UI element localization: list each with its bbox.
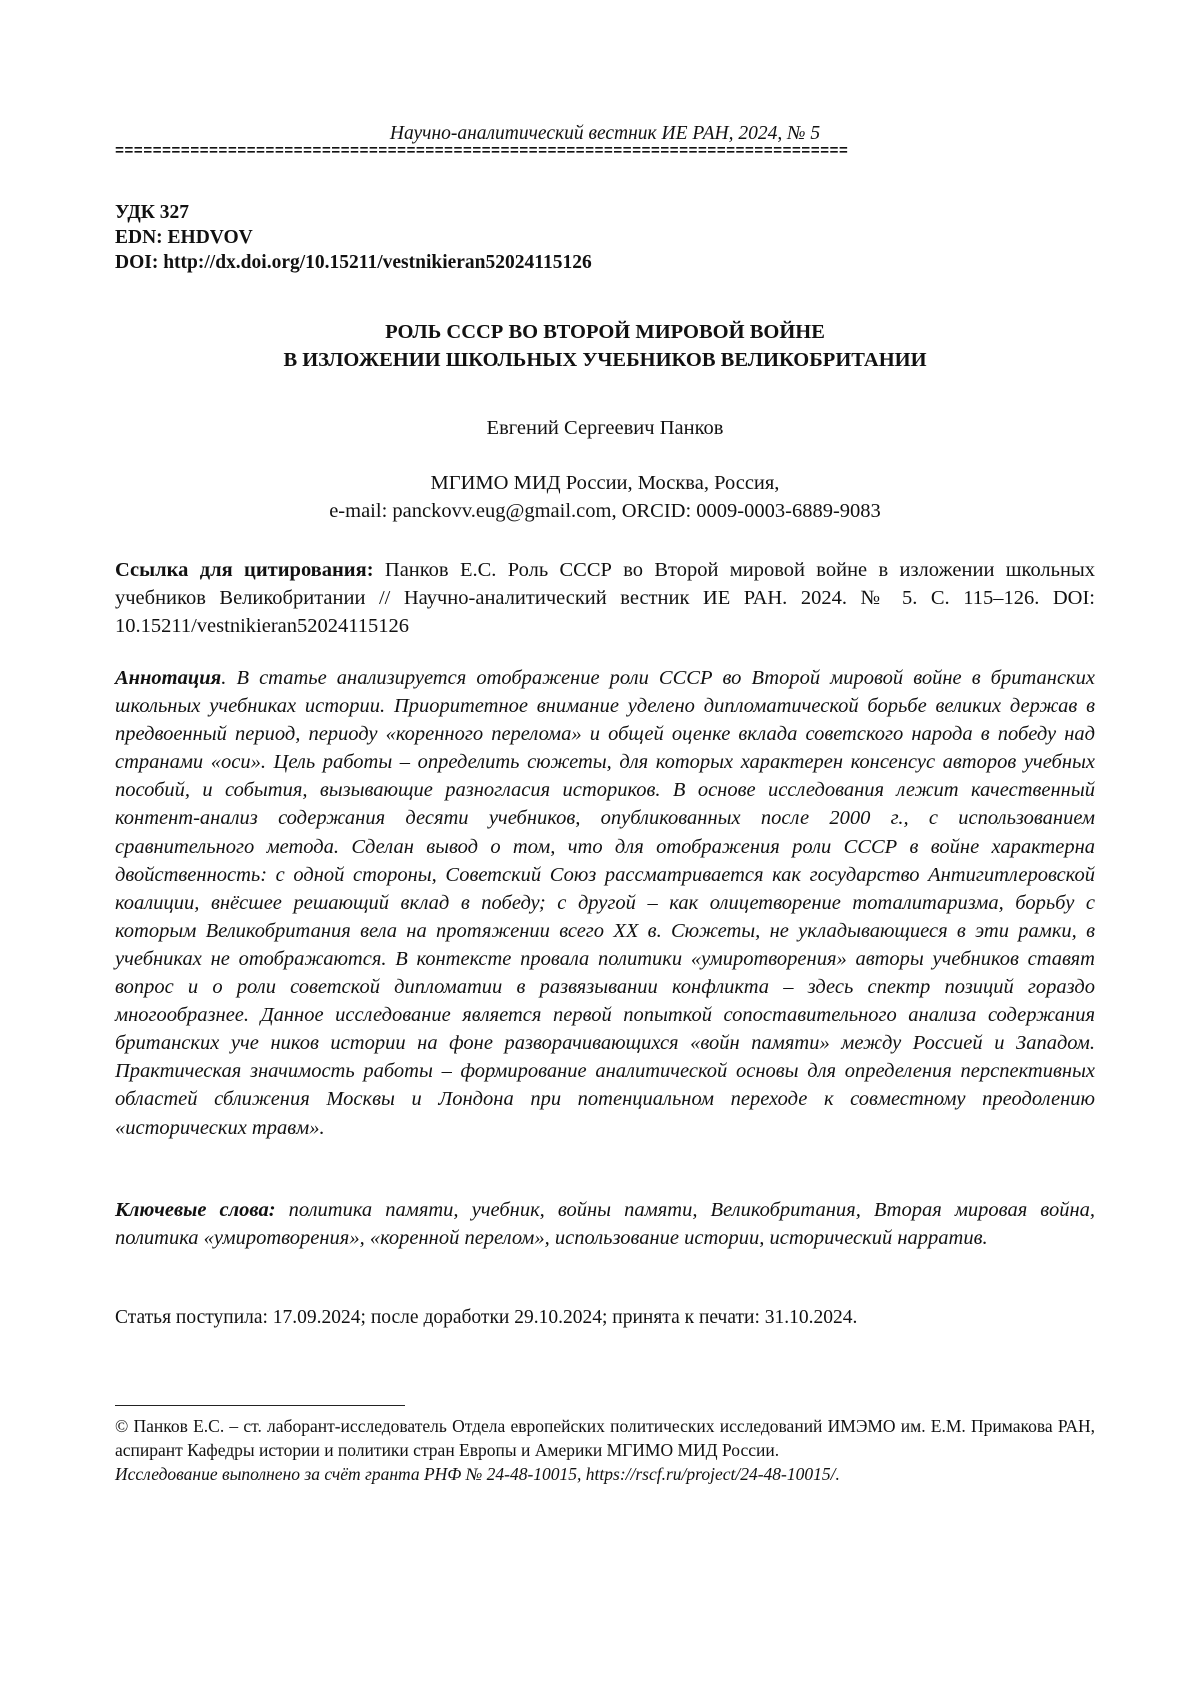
title-line-1: РОЛЬ СССР ВО ВТОРОЙ МИРОВОЙ ВОЙНЕ (385, 321, 825, 343)
running-head: Научно-аналитический вестник ИЕ РАН, 2024, № 5 (389, 123, 821, 144)
author-affiliation: МГИМО МИД России, Москва, Россия, (430, 472, 780, 494)
abstract (115, 664, 1095, 1142)
citation-text: Панков Е.С. Роль СССР во Второй мировой войне в изложении школьных учебников Великобритании // Научно-аналитический вестник ИЕ РАН. 2024. № 5. С. 115–126. DOI: 10.15211/vestnikieran52024115126 (115, 559, 1096, 637)
footnote-divider (115, 1405, 405, 1406)
title-line-2: В ИЗЛОЖЕНИИ ШКОЛЬНЫХ УЧЕБНИКОВ ВЕЛИКОБРИТАНИИ (283, 349, 927, 371)
edn: EDN: EHDVOV (115, 227, 253, 248)
abstract-text: . В статье анализируется отображение роли СССР во Второй мировой войне в британских школьных учебниках истории. Приоритетное внимание уделено дипломатической борьбе великих держав в предвоенный период, периоду «коренного перелома» и общей оценке вклада советского народа в победу над странами «оси». Цель работы – определить сюжеты, для которых характерен консенсус авторов учебных пособий, и события, вызывающие разногласия историков. В основе исследования лежит качественный контент-анализ содержания десяти учебников, опубликованных после 2000 г., с использованием сравнительного метода. Сделан вывод о том, что для отображения роли СССР в войне характерна двойственность: с одной стороны, Советский Союз рассматривается как государство Антигитлеровской коалиции, внёсшее решающий вклад в победу; с другой – как олицетворение тоталитаризма, борьбу с которым Великобритания вела на протяжении всего XX в. Сюжеты, не укладывающиеся в эти рамки, в учебниках не отображаются. В контексте провала политики «умиротворения» авторы учебников ставят вопрос и о роли советской дипломатии в развязывании конфликта – здесь спектр позиций гораздо многообразнее. Данное исследование является первой попыткой сопоставительного анализа содержания британских уче ников истории на фоне разворачивающихся «войн памяти» между Россией и Западом. Практическая значимость работы – формирование аналитической основы для определения перспективных областей сближения Москвы и Лондона при потенциальном переходе к совместному преодолению «исторических травм». (115, 667, 1095, 1139)
keywords (115, 1196, 1095, 1252)
keywords-label: Ключевые слова: (115, 1199, 276, 1221)
citation-label: Ссылка для цитирования: (115, 559, 374, 581)
author-name: Евгений Сергеевич Панков (486, 417, 724, 439)
udk: УДК 327 (115, 202, 190, 223)
footnote (115, 1414, 1095, 1486)
citation (115, 556, 1095, 640)
footnote-grant: Исследование выполнено за счёт гранта РНФ № 24-48-10015, https://rscf.ru/project/24-48-10015/. (115, 1464, 840, 1484)
abstract-label: Аннотация (115, 667, 222, 689)
article-title (115, 318, 1095, 374)
header-rule: ============================================================================== (115, 143, 849, 160)
article-meta (115, 200, 592, 275)
doi: DOI: http://dx.doi.org/10.15211/vestnikieran52024115126 (115, 252, 592, 273)
submission-dates: Статья поступила: 17.09.2024; после доработки 29.10.2024; принята к печати: 31.10.2024. (115, 1307, 858, 1328)
keywords-text: политика памяти, учебник, войны памяти, Великобритания, Вторая мировая война, политика «умиротворения», «коренной перелом», использование истории, исторический нарратив. (115, 1199, 1095, 1250)
author-contact: e-mail: panckovv.eug@gmail.com, ORCID: 0009-0003-6889-9083 (329, 500, 881, 522)
footnote-author-note: © Панков Е.С. – ст. лаборант-исследователь Отдела европейских политических исследований ИМЭМО им. Е.М. Примакова РАН, аспирант Кафедры истории и политики стран Европы и Америки МГИМО МИД России. (115, 1416, 1095, 1460)
author-affiliation-block (115, 469, 1095, 525)
